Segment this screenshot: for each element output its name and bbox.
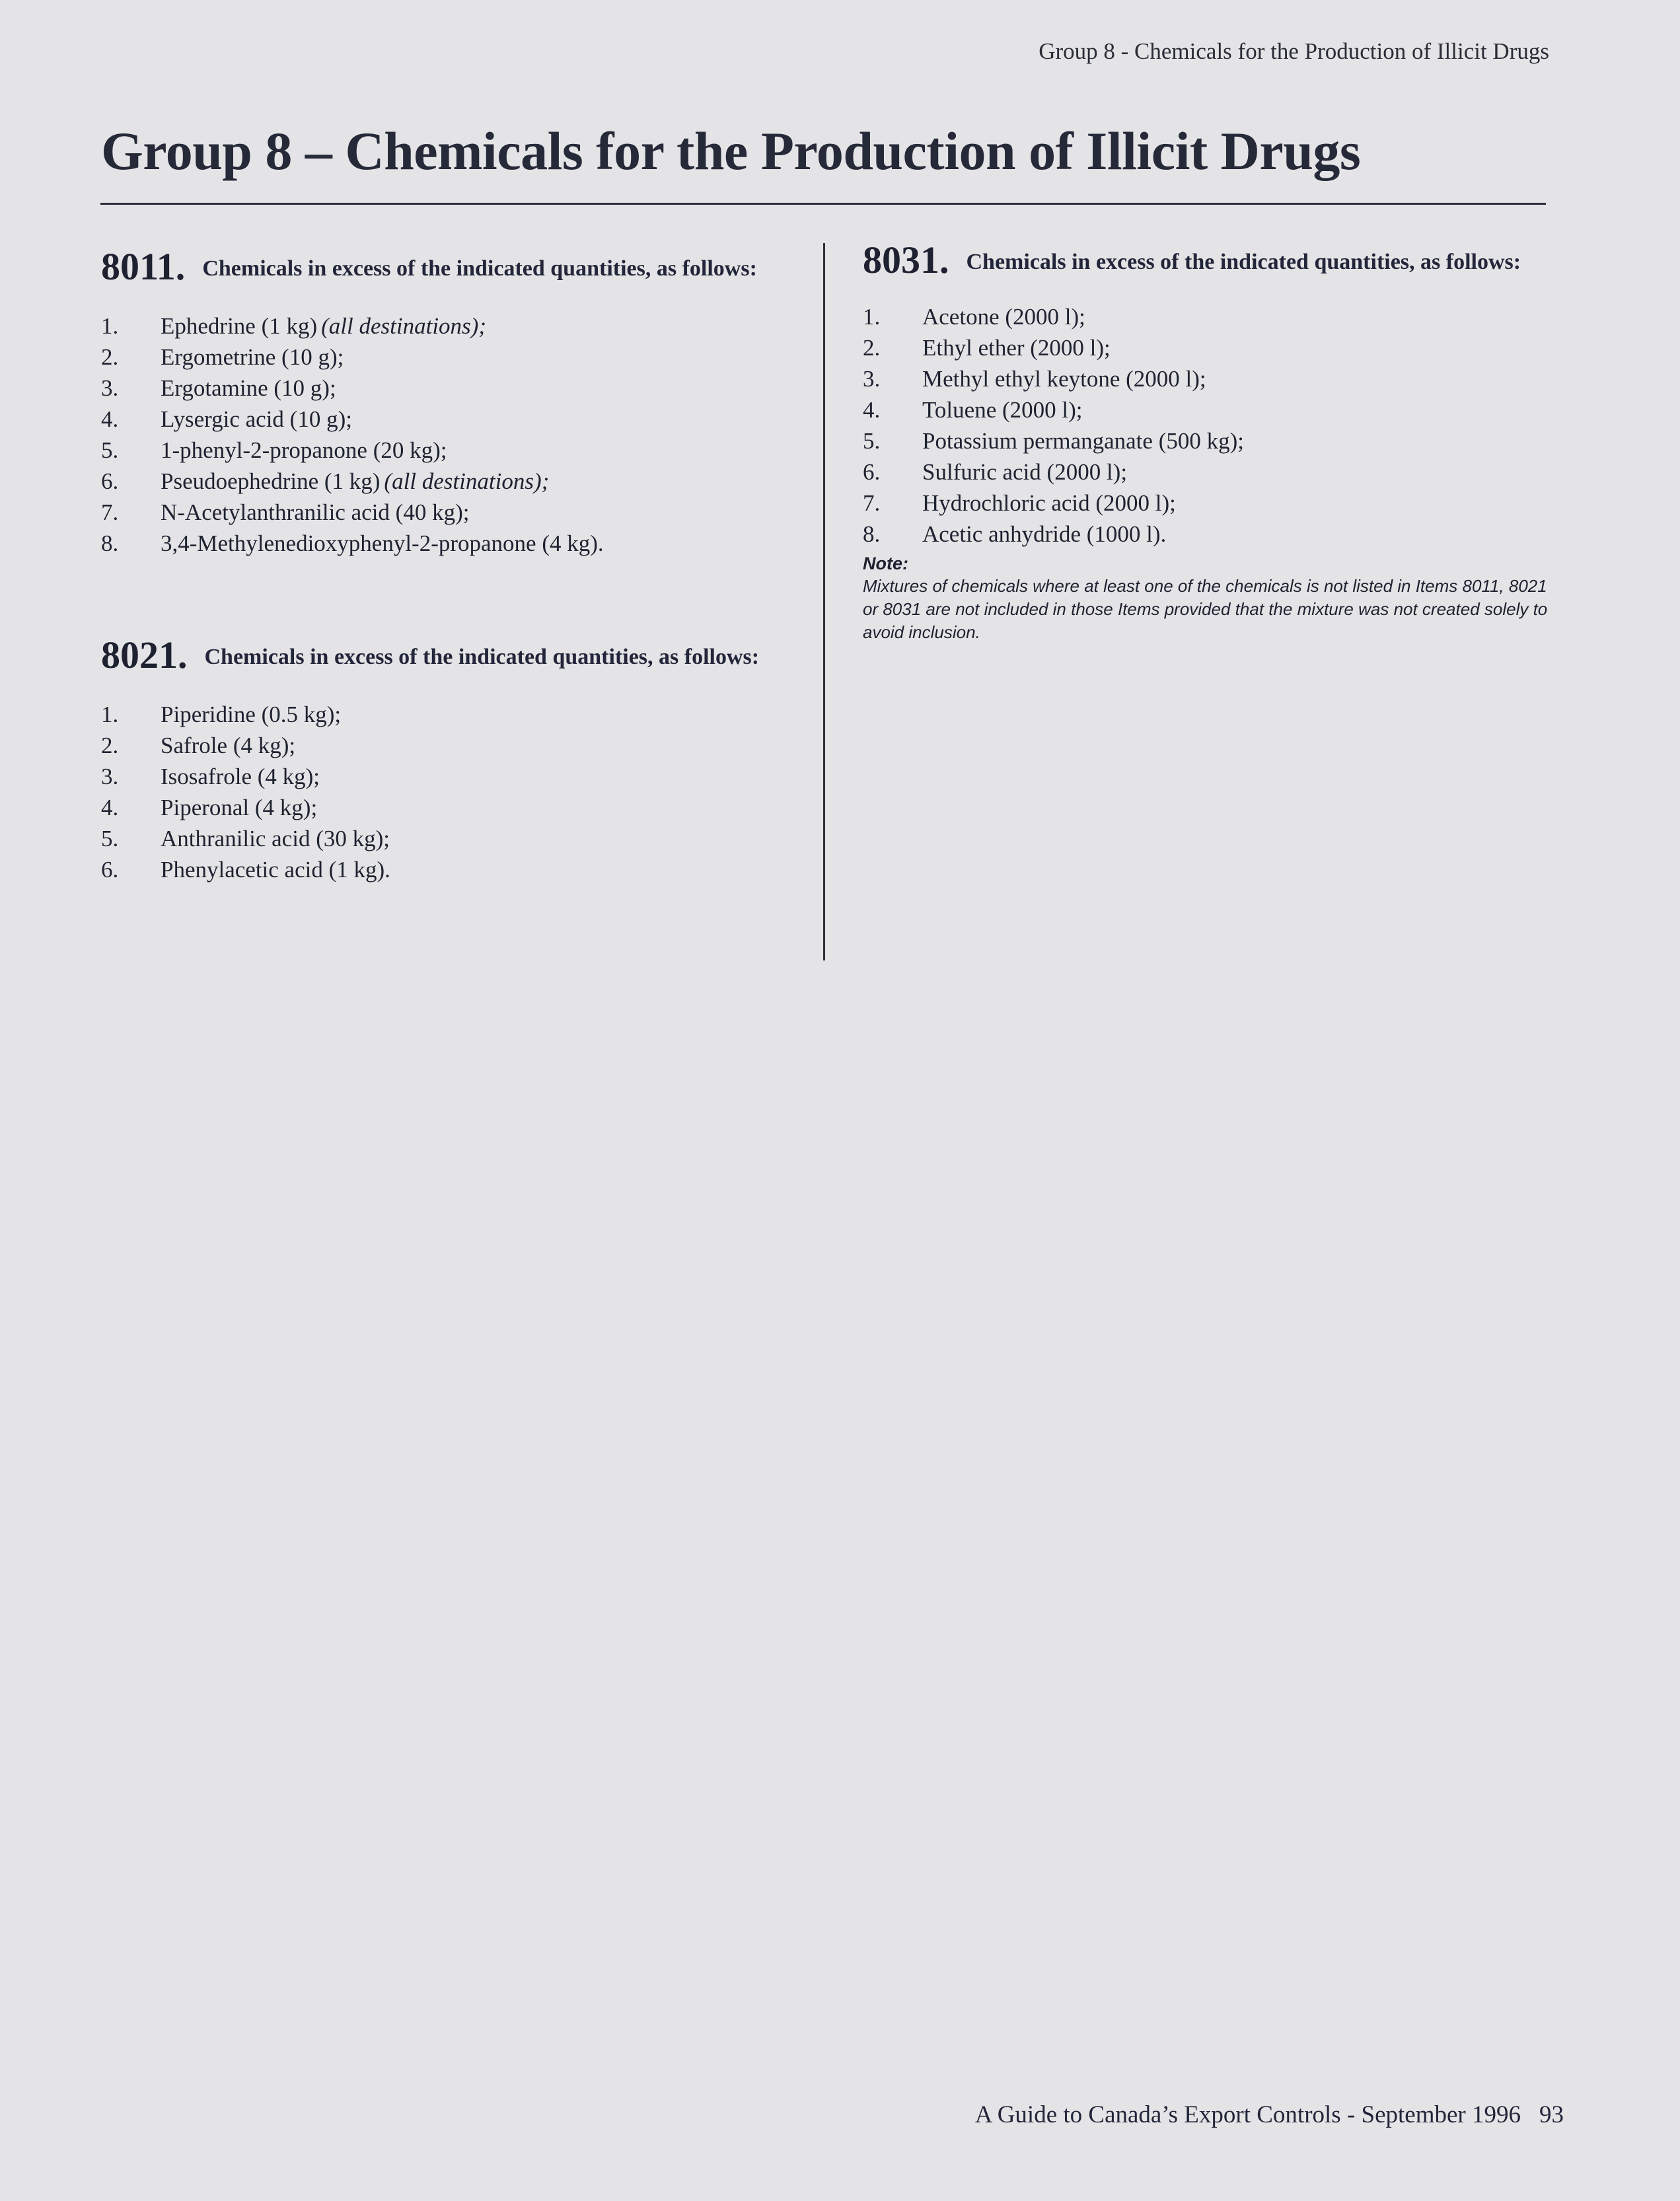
note-text: Mixtures of chemicals where at least one of the chemicals is not listed in Items 8011, 8021 or 8031 are not included in those Items provided that the mixture was not created solely to avoid inclusion. [863,576,1548,642]
title-rule [100,203,1546,205]
note-label: Note: [863,554,908,573]
list-item: 7. Hydrochloric acid (2000 l); [863,490,1176,516]
list-item: 2. Safrole (4 kg); [101,733,296,758]
list-item: 6. Phenylacetic acid (1 kg). [101,857,390,883]
section-number: 8011. [101,245,186,288]
list-item: 3. Ergotamine (10 g); [101,375,336,401]
page-footer [975,2101,1564,2129]
column-divider [823,243,825,960]
section-description: Chemicals in excess of the indicated quantities, as follows: [966,250,1521,274]
item-list [101,310,788,559]
item-list [863,301,1552,550]
section-number: 8021. [101,633,188,676]
list-item: 4. Piperonal (4 kg); [101,795,318,820]
section-8011-header [101,245,788,288]
running-head: Group 8 - Chemicals for the Production of Illicit Drugs [1039,38,1549,64]
list-item: 6. Pseudoephedrine (1 kg) (all destinations); [101,468,550,494]
list-item: 8. 3,4-Methylenedioxyphenyl-2-propanone (4 kg). [101,530,604,556]
section-description: Chemicals in excess of the indicated quantities, as follows: [204,645,760,669]
list-item: 5. Anthranilic acid (30 kg); [101,826,390,851]
item-list [101,699,788,885]
list-item: 5. 1-phenyl-2-propanone (20 kg); [101,437,447,463]
list-item: 1. Piperidine (0.5 kg); [101,702,342,727]
list-item: 3. Isosafrole (4 kg); [101,764,320,789]
section-8011 [101,245,788,559]
list-item: 2. Ergometrine (10 g); [101,344,344,370]
list-item: 8. Acetic anhydride (1000 l). [863,521,1167,547]
section-number: 8031. [863,238,949,281]
list-item: 4. Lysergic acid (10 g); [101,406,352,432]
list-item: 1. Acetone (2000 l); [863,304,1085,330]
section-8031-header [863,238,1552,281]
section-8021 [101,633,788,885]
list-item: 2. Ethyl ether (2000 l); [863,335,1111,361]
page-number: 93 [1539,2101,1564,2128]
list-item: 5. Potassium permanganate (500 kg); [863,428,1244,454]
section-description: Chemicals in excess of the indicated quantities, as follows: [202,256,757,281]
section-8031 [863,238,1552,644]
page-title: Group 8 – Chemicals for the Production of Illicit Drugs [101,121,1361,181]
list-item: 1. Ephedrine (1 kg) (all destinations); [101,313,486,339]
publication-title: A Guide to Canada’s Export Controls - September 1996 [974,2101,1521,2128]
list-item: 6. Sulfuric acid (2000 l); [863,459,1128,485]
section-8021-header [101,633,788,676]
list-item: 7. N-Acetylanthranilic acid (40 kg); [101,499,470,525]
list-item: 4. Toluene (2000 l); [863,397,1083,423]
list-item: 3. Methyl ethyl keytone (2000 l); [863,366,1206,392]
